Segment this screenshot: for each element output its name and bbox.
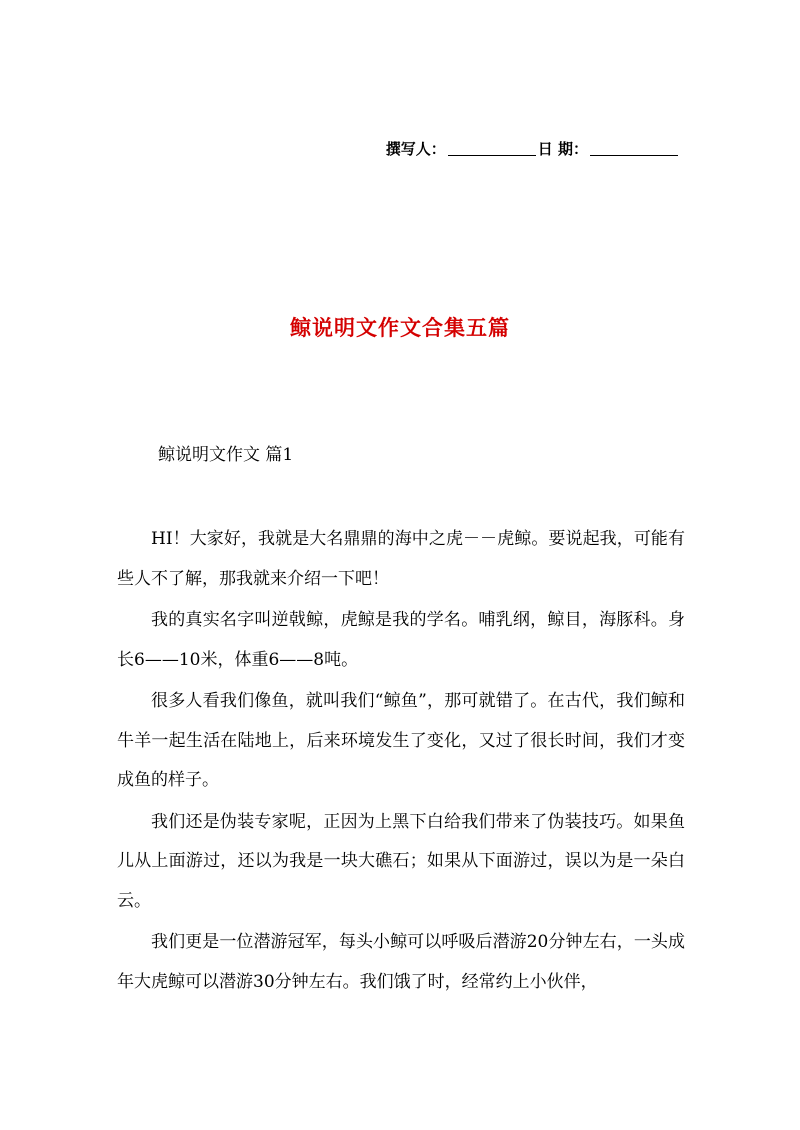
author-label: 撰写人：	[385, 140, 446, 158]
paragraph: HI！大家好，我就是大名鼎鼎的海中之虎－－虎鲸。要说起我，可能有些人不了解，那我就来介绍一下吧！	[117, 529, 685, 589]
date-blank	[590, 141, 678, 156]
document-title: 鲸说明文作文合集五篇	[290, 315, 510, 340]
paragraph: 很多人看我们像鱼，就叫我们“鲸鱼”，那可就错了。在古代，我们鲸和牛羊一起生活在陆地上，后来环境发生了变化，又过了很长时间，我们才变成鱼的样子。	[117, 691, 685, 790]
paragraph: 我们更是一位潜游冠军，每头小鲸可以呼吸后潜游20分钟左右，一头成年大虎鲸可以潜游30分钟左右。我们饿了时，经常约上小伙伴，	[117, 932, 685, 992]
document-body	[117, 520, 685, 1004]
date-label: 日 期：	[537, 140, 588, 158]
section-heading: 鲸说明文作文 篇1	[158, 445, 294, 465]
paragraph: 我的真实名字叫逆戟鲸，虎鲸是我的学名。哺乳纲，鲸目，海豚科。身长6——10米，体重6——8吨。	[117, 610, 685, 670]
author-date-line	[0, 138, 680, 159]
author-blank	[448, 141, 536, 156]
paragraph: 我们还是伪装专家呢，正因为上黑下白给我们带来了伪装技巧。如果鱼儿从上面游过，还以为我是一块大礁石；如果从下面游过，误以为是一朵白云。	[117, 811, 685, 911]
